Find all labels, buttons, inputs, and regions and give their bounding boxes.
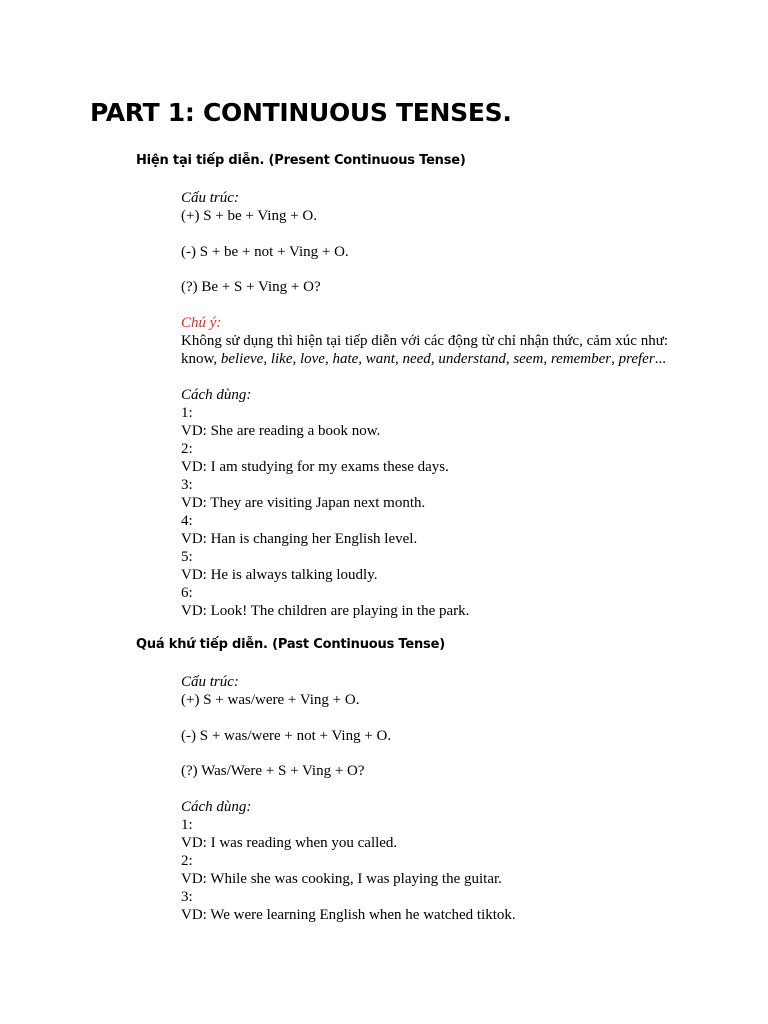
- present-usage-number-2: 2:: [181, 440, 193, 457]
- present-continuous-body: [181, 189, 741, 620]
- past-structure-label: Cấu trúc:: [181, 674, 239, 690]
- past-structure-question: (?) Was/Were + S + Ving + O?: [181, 763, 365, 780]
- note-separator: ,: [430, 351, 439, 368]
- present-usage-example-3: VD: They are visiting Japan next month.: [181, 494, 426, 511]
- note-separator: ,: [543, 351, 551, 368]
- present-usage-label: Cách dùng:: [181, 386, 252, 403]
- note-verb: need: [402, 351, 431, 368]
- present-structure-question: (?) Be + S + Ving + O?: [181, 279, 321, 296]
- note-separator: ,: [394, 351, 403, 368]
- note-separator: ,: [263, 351, 271, 368]
- note-verb: want: [365, 351, 395, 368]
- note-verb: seem: [513, 351, 544, 368]
- note-verb: love: [299, 351, 325, 368]
- present-usage-example-5: VD: He is always talking loudly.: [181, 566, 378, 583]
- note-verb: like: [270, 351, 293, 368]
- past-usage-example-1: VD: I was reading when you called.: [181, 835, 398, 852]
- present-usage-example-2: VD: I am studying for my exams these days.: [181, 458, 449, 475]
- past-usage-example-2: VD: While she was cooking, I was playing the guitar.: [181, 871, 502, 888]
- present-note-line2: [181, 350, 741, 368]
- present-usage-number-6: 6:: [181, 584, 193, 601]
- past-structure-affirmative: (+) S + was/were + Ving + O.: [181, 692, 360, 708]
- present-note-line1: Không sử dụng thì hiện tại tiếp diễn với các động từ chỉ nhận thức, cảm xúc như:: [181, 333, 669, 350]
- past-usage-number-3: 3:: [181, 889, 193, 906]
- note-verb: understand: [438, 351, 506, 368]
- note-prefix: know,: [181, 351, 221, 368]
- present-usage-example-6: VD: Look! The children are playing in the park.: [181, 602, 470, 619]
- note-separator: ,: [611, 351, 619, 368]
- past-structure-negative: (-) S + was/were + not + Ving + O.: [181, 727, 392, 744]
- note-verb: hate: [332, 351, 359, 368]
- present-usage-number-5: 5:: [181, 548, 193, 565]
- past-continuous-heading: Quá khứ tiếp diễn. (Past Continuous Tense): [136, 637, 445, 652]
- present-usage-number-4: 4:: [181, 512, 193, 529]
- page-title: PART 1: CONTINUOUS TENSES.: [90, 98, 512, 127]
- past-usage-number-2: 2:: [181, 853, 193, 870]
- present-structure-affirmative: (+) S + be + Ving + O.: [181, 208, 317, 224]
- present-usage-list: [181, 404, 741, 620]
- note-separator: ,: [505, 351, 514, 368]
- present-usage-number-1: 1:: [181, 404, 193, 421]
- past-usage-number-1: 1:: [181, 817, 193, 834]
- present-continuous-heading: Hiện tại tiếp diễn. (Present Continuous Tense): [136, 153, 466, 168]
- note-verb: remember: [550, 351, 612, 368]
- past-continuous-body: [181, 673, 741, 924]
- present-usage-number-3: 3:: [181, 476, 193, 493]
- past-usage-list: [181, 816, 741, 924]
- note-verb: prefer: [618, 351, 655, 368]
- note-verb: believe: [220, 351, 264, 368]
- note-separator: ,: [324, 351, 333, 368]
- past-usage-label: Cách dùng:: [181, 799, 252, 816]
- present-usage-example-4: VD: Han is changing her English level.: [181, 530, 418, 547]
- note-separator: ,: [292, 351, 300, 368]
- present-usage-example-1: VD: She are reading a book now.: [181, 422, 381, 439]
- note-separator: ,: [358, 351, 366, 368]
- note-ellipsis: ...: [654, 351, 666, 368]
- past-usage-example-3: VD: We were learning English when he watched tiktok.: [181, 907, 516, 924]
- present-structure-negative: (-) S + be + not + Ving + O.: [181, 243, 349, 260]
- present-note-label: Chú ý:: [181, 315, 222, 332]
- present-structure-label: Cấu trúc:: [181, 190, 239, 206]
